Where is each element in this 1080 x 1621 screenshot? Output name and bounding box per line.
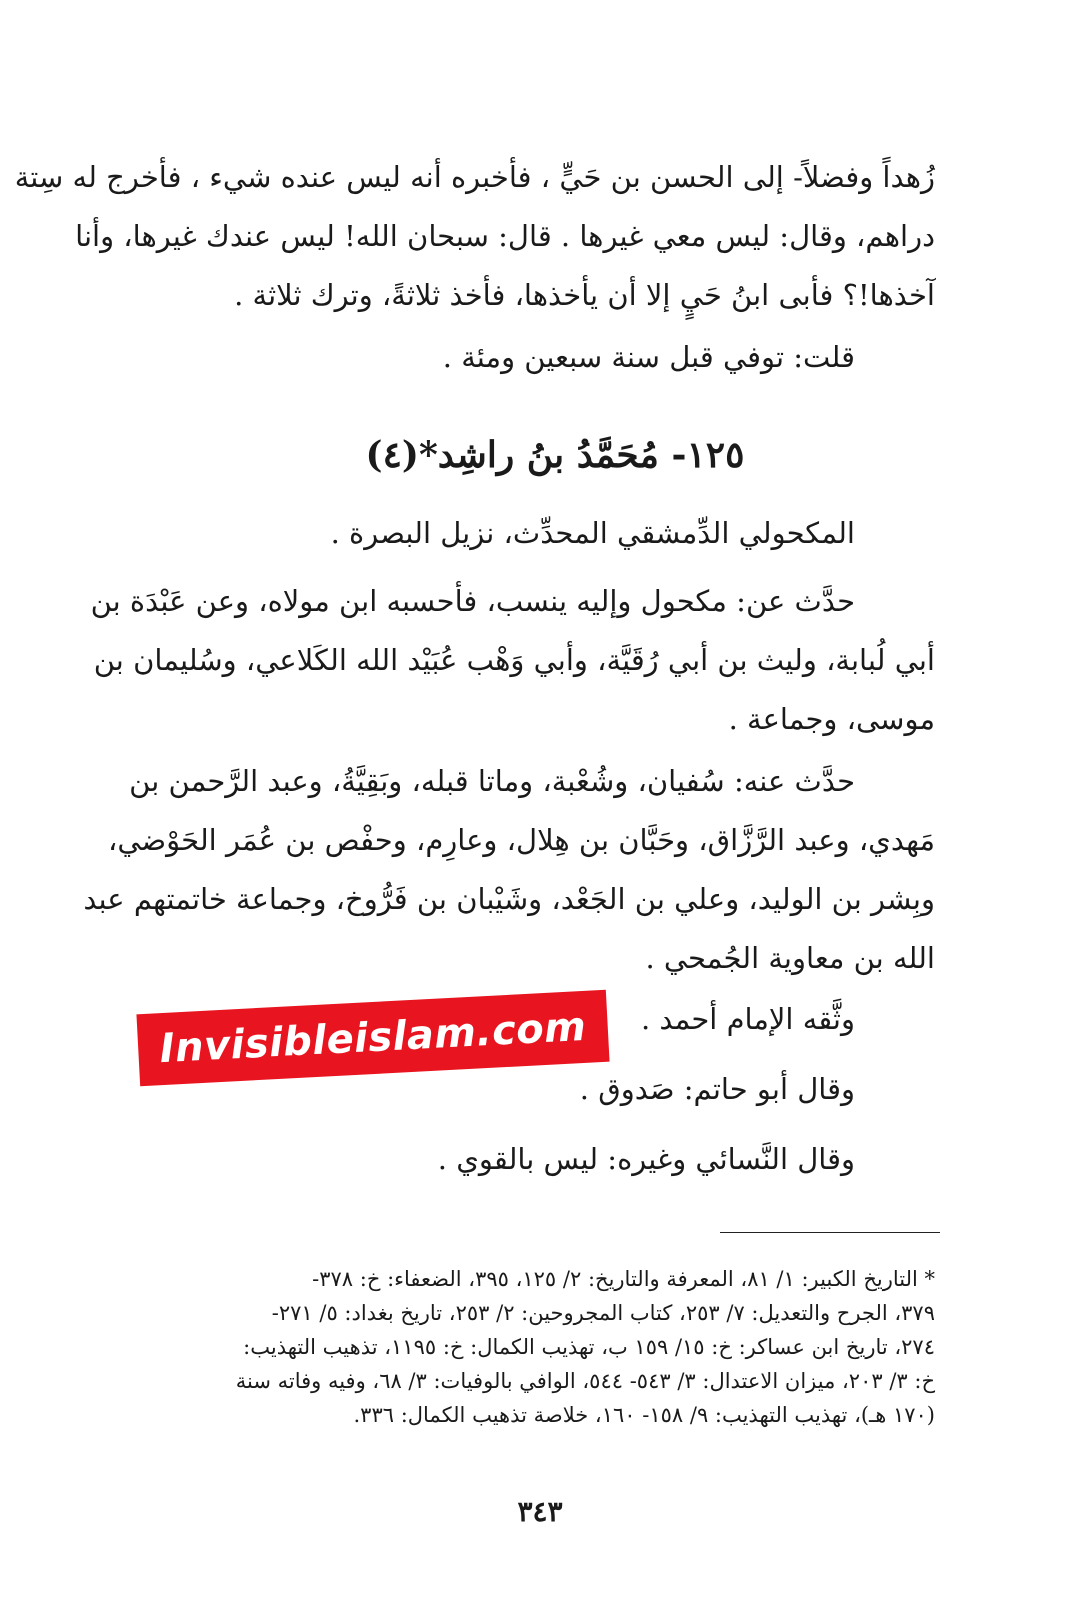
text-line: وثَّقه الإمام أحمد . — [640, 1002, 855, 1036]
text-line: موسى، وجماعة . — [728, 702, 935, 736]
watermark-text: Invisibleislam.com — [158, 1003, 588, 1073]
text-line: وقال النَّسائي وغيره: ليس بالقوي . — [437, 1142, 855, 1176]
page-number: ٣٤٣ — [517, 1495, 563, 1528]
text-line: زُهداً وفضلاً- إلى الحسن بن حَيٍّ ، فأخبره أنه ليس عنده شيء ، فأخرج له سِتة — [14, 160, 935, 194]
text-line: وقال أبو حاتم: صَدوق . — [579, 1072, 855, 1106]
footnote-line: ٣٧٩، الجرح والتعديل: ٧/ ٢٥٣، كتاب المجروحين: ٢/ ٢٥٣، تاريخ بغداد: ٥/ ٢٧١- — [271, 1301, 935, 1325]
text-line: مَهدي، وعبد الرَّزَّاق، وحَبَّان بن هِلال، وعارِم، وحفْص بن عُمَر الحَوْضي، — [107, 823, 935, 857]
text-line: حدَّث عنه: سُفيان، وشُعْبة، وماتا قبله، وبَقِيَّةُ، وعبد الرَّحمن بن — [129, 764, 855, 798]
footnote-line: خ: ٣/ ٢٠٣، ميزان الاعتدال: ٣/ ٥٤٣- ٥٤٤، الوافي بالوفيات: ٣/ ٦٨، وفيه وفاته سنة — [235, 1369, 935, 1393]
paragraph-nasai — [175, 1130, 935, 1189]
text-line: قلت: توفي قبل سنة سبعين ومئة . — [442, 340, 855, 374]
text-line: وبِشر بن الوليد، وعلي بن الجَعْد، وشَيْبان بن فَرُّوخ، وجماعة خاتمتهم عبد — [83, 882, 935, 916]
entry-heading: ١٢٥- مُحَمَّدُ بنُ راشِد*(٤) — [365, 434, 745, 476]
text-line: الله بن معاوية الجُمحي . — [645, 941, 935, 975]
text-line: حدَّث عن: مكحول وإليه ينسب، فأحسبه ابن مولاه، وعن عَبْدَة بن — [90, 584, 855, 618]
text-line: آخذها!؟ فأبى ابنُ حَيٍ إلا أن يأخذها، فأخذ ثلاثةً، وترك ثلاثة . — [234, 278, 935, 312]
text-line: دراهم، وقال: ليس معي غيرها . قال: سبحان الله! ليس عندك غيرها، وأنا — [75, 219, 935, 253]
footnote-divider — [720, 1232, 940, 1233]
text-line: المكحولي الدِّمشقي المحدِّث، نزيل البصرة . — [330, 516, 855, 550]
paragraph-narrated-by — [83, 752, 935, 988]
footnote-line: (١٧٠ هـ)، تهذيب التهذيب: ٩/ ١٥٨- ١٦٠، خلاصة تذهيب الكمال: ٣٣٦. — [353, 1403, 935, 1427]
paragraph-note — [175, 328, 935, 387]
footnote-line: ٢٧٤، تاريخ ابن عساكر: خ: ١٥/ ١٥٩ ب، تهذيب الكمال: خ: ١١٩٥، تذهيب التهذيب: — [243, 1335, 935, 1359]
paragraph-narrated-from — [90, 572, 935, 749]
paragraph-nisba — [175, 504, 935, 563]
footnote-line: * التاريخ الكبير: ١/ ٨١، المعرفة والتاريخ: ٢/ ١٢٥، ٣٩٥، الضعفاء: خ: ٣٧٨- — [312, 1267, 935, 1291]
footnote — [175, 1262, 935, 1432]
text-line: أبي لُبابة، وليث بن أبي رُقَيَّة، وأبي وَهْب عُبَيْد الله الكَلاعي، وسُليمان بن — [93, 643, 935, 677]
paragraph-continuation — [14, 148, 935, 325]
